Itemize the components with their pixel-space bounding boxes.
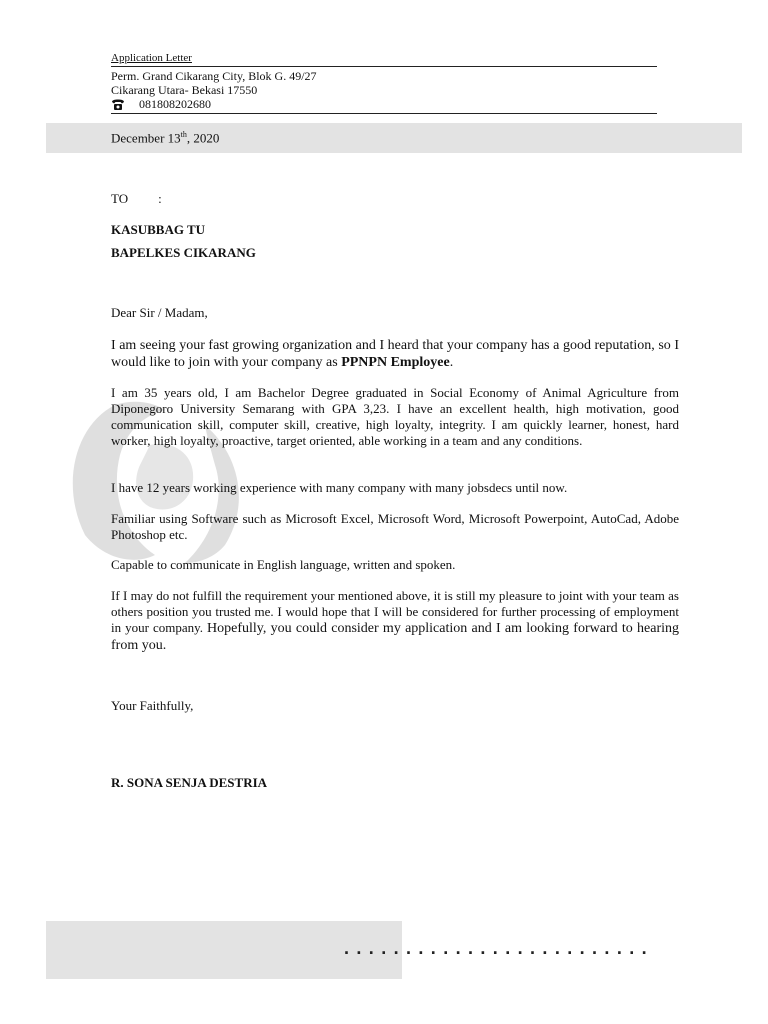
address-line-2: Cikarang Utara- Bekasi 17550	[111, 83, 258, 97]
signature-dotted-line: .........................	[344, 938, 655, 958]
closing: Your Faithfully,	[111, 698, 194, 713]
recipient-line-1: KASUBBAG TU	[111, 222, 206, 237]
telephone-icon	[111, 99, 125, 111]
paragraph-5: Capable to communicate in English language, written and spoken.	[111, 557, 456, 572]
document-title: Application Letter	[111, 52, 192, 64]
header-divider-bottom	[111, 113, 657, 114]
paragraph-1: I am seeing your fast growing organization and I heard that your company has a good reputation, so I would like to join with your company as PPNPN Employee.	[111, 338, 679, 370]
signature-name: R. SONA SENJA DESTRIA	[111, 775, 268, 790]
paragraph-4: Familiar using Software such as Microsoft Excel, Microsoft Word, Microsoft Powerpoint, AutoCad, Adobe Photoshop etc.	[111, 511, 679, 542]
header-divider-top	[111, 66, 657, 67]
phone-row	[111, 97, 211, 112]
recipient-line-2: BAPELKES CIKARANG	[111, 245, 256, 260]
paragraph-2: I am 35 years old, I am Bachelor Degree graduated in Social Economy of Animal Agriculture from Diponegoro University Semarang with GPA 3,23. I have an excellent health, high motivation, good communication skill, computer skill, creative, high loyalty, integrity. I am quickly learner, honest, hard worker, high loyalty, proactive, target oriented, able working in a team and any conditions.	[111, 385, 679, 448]
salutation: Dear Sir / Madam,	[111, 305, 208, 320]
paragraph-3: I have 12 years working experience with many company with many jobsdecs until now.	[111, 480, 568, 495]
address-line-1: Perm. Grand Cikarang City, Blok G. 49/27	[111, 69, 317, 83]
letter-date: December 13th, 2020	[111, 130, 220, 146]
paragraph-6: If I may do not fulfill the requirement your mentioned above, it is still my pleasure to joint with your team as others position you trusted me. I would hope that I will be considered for further processing of employment in your company. Hopefully, you could consider my application and I am looking forward to hearing from you.	[111, 588, 679, 653]
phone-number: 081808202680	[139, 97, 211, 111]
to-label: TO :	[111, 191, 162, 206]
